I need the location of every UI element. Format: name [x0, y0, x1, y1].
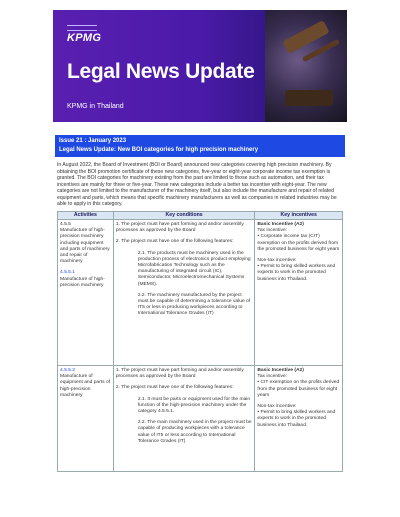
incentive-nontax-detail: • Permit to bring skilled workers and experts to work in the promoted business into Thailand. — [257, 410, 336, 428]
condition-1: 1. The project must have part forming and and/or assembly processes as approved by the Board — [115, 368, 244, 380]
issue-headline: Legal News Update: New BOI categories for high precision machinery — [59, 146, 259, 153]
header-incentives: Key incentives — [255, 212, 343, 220]
table-row — [58, 220, 343, 366]
incentive-title: Basic Incentive (A2) — [257, 222, 304, 227]
header-activities: Activities — [58, 212, 114, 220]
incentives-cell — [255, 220, 343, 366]
table-header-row — [58, 212, 343, 220]
newsletter-title: Legal News Update — [67, 60, 255, 83]
sub-condition-2-1: 2.1. The products must be machinery used in the production process of electronics product employing Microfabrication Technology such as the manufacturing of integrated circuit (IC), Semiconductor, Microelectromechanical Systems (MEMS). — [137, 250, 251, 287]
table-row — [58, 366, 343, 472]
header-banner — [53, 10, 347, 122]
incentive-nontax-label: Non-tax incentive: — [257, 258, 297, 264]
incentives-cell — [255, 366, 343, 472]
sub-condition-2-2: 2.2. The main machinery used in the project must be capable of producing workpieces with a tolerance value of IT5 or less according to International Tolerance Grades (IT) — [137, 420, 252, 444]
newsletter-page — [53, 10, 347, 467]
incentive-nontax-label: Non-tax incentive: — [257, 404, 297, 410]
issue-number: Issue 21 : January 2023 — [59, 138, 127, 144]
incentive-title: Basic Incentive (A2) — [257, 368, 304, 373]
incentive-nontax-detail: • Permit to bring skilled workers and experts to work in the promoted business into Thailand. — [257, 264, 336, 282]
incentive-tax-detail: • CIT exemption on the profits derived from the promoted business for eight years — [257, 380, 340, 398]
conditions-cell — [113, 220, 255, 366]
header-conditions: Key conditions — [113, 212, 255, 220]
newsletter-subtitle: KPMG in Thailand — [67, 103, 124, 110]
logo-mark — [67, 25, 97, 31]
sub-activity-description: Manufacture of high-precision machinery — [60, 276, 105, 288]
activity-code: 4.5.5 — [60, 222, 71, 227]
kpmg-logo: KPMG — [67, 32, 102, 44]
activity-description: Manufacture of equipment and parts of high-precision machinery — [60, 374, 111, 398]
activity-description: Manufacture of high-precision machinery including equipment and parts of machinery and repair of machinery — [60, 228, 110, 265]
incentive-tax-detail: • Corporate income tax (CIT) exemption on the profits derived from the promoted business for eight years — [257, 234, 340, 252]
condition-1: 1. The project must have part forming and and/or assembly processes as approved by the Board — [115, 222, 244, 234]
sound-block-shape — [285, 90, 333, 106]
condition-2: 2. The project must have one of the following features: — [115, 385, 234, 391]
sub-activity-code: 4.5.5.1 — [60, 270, 75, 276]
intro-paragraph: In August 2022, the Board of Investment (BOI or Board) announced new categories covering high precision machinery. By obtaining the BOI promotion certificate of these new categories, five-year or eight-year corporate income tax exemption is granted. The BOI categories for machinery existing from the past are limited to those such as automation, and their tax incentives are mainly for three or five-year. These new categories include a better tax incentive with eight-year. The new categories are not limited to the manufacturer of the machinery itself, but also include the manufacture and repair of related equipment and parts, which means that specific machinery manufacturers as well as companies in related industries may be able to apply in this category. — [57, 162, 337, 207]
sub-condition-2-2: 2.2. The machinery manufactured by the project must be capable of determining a tolerance value of IT5 or less in producing workpieces according to International Tolerance Grades (IT) — [137, 292, 251, 317]
categories-table — [57, 211, 343, 472]
issue-box — [55, 135, 345, 157]
incentive-tax-label: Tax incentive: — [257, 374, 288, 380]
activity-cell — [58, 220, 114, 366]
activity-cell — [58, 366, 114, 472]
conditions-cell — [113, 366, 255, 472]
condition-2: 2. The project must have one of the following features: — [115, 239, 234, 245]
gavel-photo — [265, 10, 347, 122]
sub-condition-2-1: 2.1. It must be parts or equipment used for the main function of the high-precision machinery under the category 4.5.5.1. — [137, 396, 251, 415]
incentive-tax-label: Tax incentive: — [257, 228, 288, 234]
activity-code: 4.5.5.2 — [60, 368, 75, 373]
